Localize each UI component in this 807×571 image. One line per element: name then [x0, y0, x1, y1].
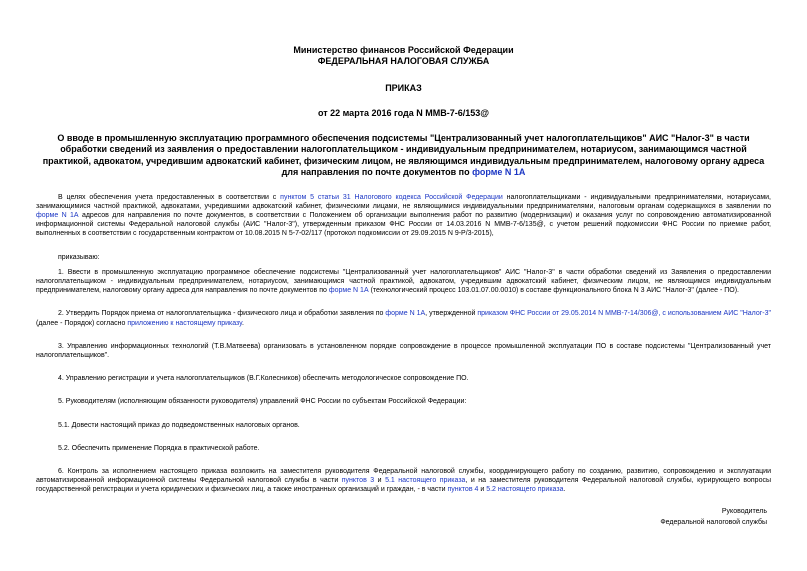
item-2-appendix-link[interactable]: приложению к настоящему приказу	[127, 319, 242, 327]
item-2-form-link[interactable]: форме N 1А	[385, 310, 426, 318]
tax-code-link[interactable]: пунктом 5 статьи 31 Налогового кодекса Российской Федерации	[280, 193, 503, 201]
signature-block	[660, 506, 767, 528]
item-5-paragraph: 5. Руководителям (исполняющим обязанности руководителя) управлений ФНС России по субъектам Российской Федерации:	[58, 398, 467, 406]
item-1-text-2: (технологический процесс 103.01.07.00.0010) в составе функционального блока N 3 АИС "Налог-3" (далее - ПО).	[368, 287, 740, 295]
title-form-link[interactable]: форме N 1А	[472, 167, 526, 178]
item-2-text-3: (далее - Порядок) согласно	[36, 319, 128, 327]
item-6-link-p5-1[interactable]: 5.1 настоящего приказа	[385, 477, 466, 485]
item-5-2-paragraph: 5.2. Обеспечить применение Порядка в практической работе.	[58, 444, 260, 452]
document-body	[36, 193, 771, 495]
preamble-text-2: налогоплательщиками - индивидуальными предпринимателями, нотариусами, занимающимися частной практикой, адвокатами, учредившими адвокатский кабинет, физическими лицами, не являющимися индивидуальными предпринимателями, налоговым органам содержащихся в заявлении по	[36, 193, 772, 210]
ministry-name: Министерство финансов Российской Федерации	[293, 45, 514, 55]
item-2-text-4: .	[241, 319, 244, 327]
item-2-paragraph	[36, 309, 771, 327]
order-heading: ПРИКАЗ	[385, 83, 422, 93]
item-1-text-1: 1. Ввести в промышленную эксплуатацию программное обеспечение подсистемы "Централизованный учет налогоплательщиков" АИС "Налог-3" в части обработки сведений из Заявления о предоставлении налогоплательщиком - индивидуальным предпринимателем, нотариусом, занимающимся частной практикой, адвокатом, учредившим адвокатский кабинет, физическим лицом, не являющимся индивидуальным предпринимателем, налоговому органу адреса для направления по почте документов по	[36, 268, 771, 295]
orders-word: приказываю:	[58, 253, 100, 261]
item-2-text-1: 2. Утвердить Порядок приема от налогоплательщика - физического лица и обработки заявления по	[58, 310, 386, 318]
item-6-text-4: и	[478, 486, 487, 494]
item-6-text-1: 6. Контроль за исполнением настоящего приказа возложить на заместителя руководителя Федеральной налоговой службы, координирующего работу по созданию, развитию, сопровождению и эксплуатации автоматизированной информационной системы Федеральной налоговой службы в части	[36, 468, 771, 485]
item-6-text-2: и	[374, 477, 386, 485]
item-3-paragraph: 3. Управлению информационных технологий (Т.В.Матвеева) организовать в установленном порядке сопровождение в процессе промышленной эксплуатации ПО в составе подсистемы "Централизованный учет налогоплательщиков".	[36, 342, 771, 360]
item-6-link-p4[interactable]: пунктов 4	[447, 486, 479, 494]
item-6-link-p3[interactable]: пунктов 3	[341, 477, 375, 485]
item-2-text-2: , утвержденной	[425, 310, 478, 318]
item-6-text-3: , и на заместителя руководителя Федеральной налоговой службы, курирующего вопросы государственной регистрации и учета юридических и физических лиц, а также иностранных организаций и граждан, - в части	[36, 477, 771, 494]
item-1-paragraph	[36, 268, 771, 296]
item-1-form-link[interactable]: форме N 1А	[328, 287, 369, 295]
item-6-paragraph	[36, 467, 771, 495]
preamble-paragraph	[36, 193, 771, 239]
item-6-link-p5-2[interactable]: 5.2 настоящего приказа	[486, 486, 564, 494]
signature-position: Руководитель	[721, 508, 767, 515]
preamble-text-3: адресов для направления по почте документов, в соответствии с Положением об организации выполнения работ по развитию (модернизации) и оказания услуг по сопровождению автоматизированной информационной системы Федеральной налоговой службы (АИС "Налог-3"), утвержденным приказом ФНС России от 14.03.2016 N ММВ-7-6/135@, с учетом решений подкомиссии ФНС России по приемке работ, выполненных в соответствии с государственным контрактом от 10.08.2015 N 5-7-02/117 (протокол подкомиссии от 29.09.2015 N 9-Р/3-2015),	[36, 212, 772, 238]
preamble-text-1: В целях обеспечения учета предоставленных в соответствии с	[58, 193, 281, 201]
item-5-1-paragraph: 5.1. Довести настоящий приказ до подведомственных налоговых органов.	[58, 421, 300, 429]
title-text: О вводе в промышленную эксплуатацию программного обеспечения подсистемы "Централизованный учет налогоплательщиков" АИС "Налог-3" в части обработки сведений из заявления о предоставлении налогоплательщиком - индивидуальным предпринимателем, нотариусом, занимающимся частной практикой, адвокатом, учредившим адвокатский кабинет, физическим лицом, не являющимся индивидуальным предпринимателем, налоговому органу адреса для направления по почте документов по	[42, 133, 765, 178]
signature-organization: Федеральной налоговой службы	[660, 519, 767, 526]
item-2-order-link[interactable]: приказом ФНС России от 29.05.2014 N ММВ-7-14/306@, с использованием АИС "Налог-3"	[477, 310, 772, 318]
item-6-text-5: .	[563, 486, 566, 494]
preamble-form-link[interactable]: форме N 1А	[36, 212, 79, 220]
item-4-paragraph: 4. Управлению регистрации и учета налогоплательщиков (В.Г.Колесников) обеспечить методологическое сопровождение ПО.	[58, 375, 469, 383]
document-header	[36, 0, 771, 119]
document-title	[36, 133, 771, 179]
service-name: ФЕДЕРАЛЬНАЯ НАЛОГОВАЯ СЛУЖБА	[317, 56, 490, 66]
order-date: от 22 марта 2016 года N ММВ-7-6/153@	[317, 108, 490, 118]
